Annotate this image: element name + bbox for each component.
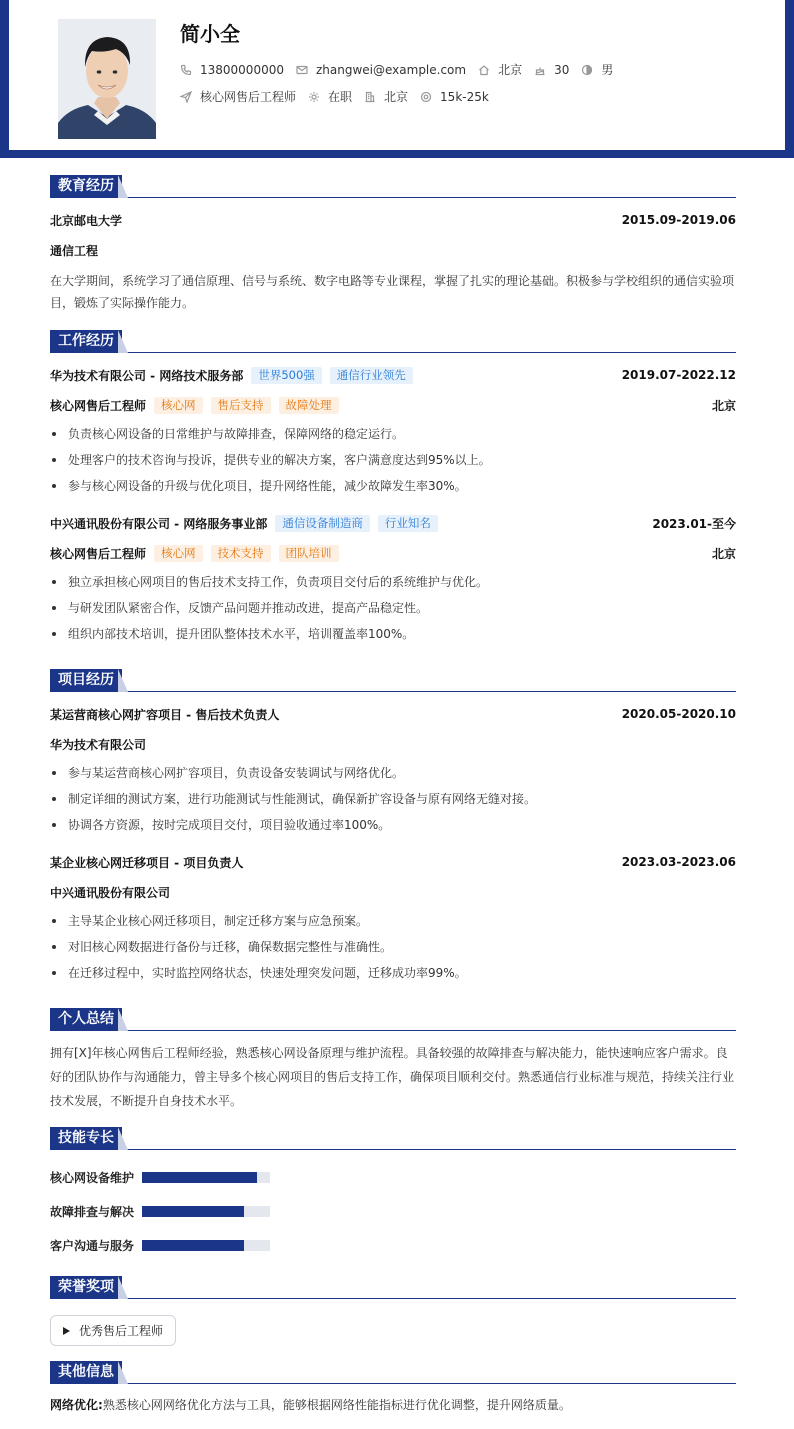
company-tag: 行业知名 (378, 515, 438, 532)
skill-item (50, 1228, 399, 1262)
frame-right-bar (785, 0, 794, 158)
section-title-accent (118, 175, 128, 198)
project-title-row (50, 850, 736, 874)
location-text: 北京 (498, 63, 523, 77)
section-title-awards (50, 1276, 736, 1299)
gender-text: 男 (601, 63, 614, 77)
education-major: 通信工程 (50, 243, 99, 258)
list-item: 处理客户的技术咨询与投诉，提供专业的解决方案，客户满意度达到95%以上。 (50, 447, 736, 473)
resume-header (9, 0, 785, 150)
project-bullets (50, 908, 736, 986)
status-item (308, 88, 352, 105)
frame-left-bar (0, 0, 9, 150)
gear-icon (308, 91, 320, 103)
skill-item (50, 1160, 399, 1194)
work-item (50, 363, 736, 499)
project-company-row (50, 732, 736, 756)
list-item: 负责核心网设备的日常维护与故障排查，保障网络的稳定运行。 (50, 421, 736, 447)
skill-name: 客户沟通与服务 (50, 1238, 135, 1253)
project-title: 某企业核心网迁移项目 - 项目负责人 (50, 855, 244, 870)
section-title-summary (50, 1008, 736, 1031)
role-tag: 技术支持 (211, 545, 271, 562)
company-tag: 通信设备制造商 (275, 515, 370, 532)
role-tag: 售后支持 (211, 397, 271, 414)
award-name: 优秀售后工程师 (79, 1324, 164, 1338)
skill-bar-fill (142, 1206, 244, 1217)
section-title-education (50, 175, 736, 198)
list-item: 主导某企业核心网迁移项目，制定迁移方案与应急预案。 (50, 908, 736, 934)
city-item (364, 88, 408, 105)
avatar-portrait-icon (58, 19, 156, 139)
section-title-work (50, 330, 736, 353)
education-school: 北京邮电大学 (50, 213, 123, 228)
project-period: 2020.05-2020.10 (621, 707, 736, 721)
phone-text: 13800000000 (200, 62, 284, 77)
status-text: 在职 (328, 90, 353, 104)
section-title-accent (118, 1127, 128, 1150)
section-title-project (50, 669, 736, 692)
city-text: 北京 (384, 90, 409, 104)
work-role: 核心网售后工程师 (50, 546, 147, 561)
list-item: 与研发团队紧密合作，反馈产品问题并推动改进，提高产品稳定性。 (50, 595, 736, 621)
salary-text: 15k-25k (440, 89, 489, 104)
section-label: 个人总结 (50, 1008, 122, 1031)
list-item: 组织内部技术培训，提升团队整体技术水平，培训覆盖率100%。 (50, 621, 736, 647)
award-badge (50, 1315, 176, 1346)
list-item: 对旧核心网数据进行备份与迁移，确保数据完整性与准确性。 (50, 934, 736, 960)
age-text: 30 (554, 62, 570, 77)
work-role: 核心网售后工程师 (50, 398, 147, 413)
resume-body (50, 175, 736, 1416)
project-item (50, 850, 736, 986)
project-company-row (50, 880, 736, 904)
awards-list (50, 1315, 736, 1346)
role-tag: 核心网 (154, 545, 203, 562)
list-item: 参与核心网设备的升级与优化项目，提升网络性能，减少故障发生率30%。 (50, 473, 736, 499)
age-item (534, 63, 569, 77)
role-tag: 团队培训 (279, 545, 339, 562)
company-tag: 世界500强 (251, 367, 321, 384)
section-label: 项目经历 (50, 669, 122, 692)
work-city: 北京 (711, 546, 736, 561)
section-label: 教育经历 (50, 175, 122, 198)
play-icon (63, 1327, 70, 1335)
skill-bar (142, 1240, 270, 1251)
work-period: 2023.01-至今 (652, 516, 736, 531)
role-tag: 核心网 (154, 397, 203, 414)
work-company-row (50, 511, 736, 535)
location-item (478, 61, 522, 78)
gender-item (581, 61, 613, 78)
skills-list (50, 1160, 736, 1262)
candidate-name: 简小全 (180, 22, 240, 46)
section-title-accent (118, 1276, 128, 1299)
section-title-accent (118, 1361, 128, 1384)
section-label: 技能专长 (50, 1127, 122, 1150)
project-title-row (50, 702, 736, 726)
other-info-body: 熟悉核心网网络优化方法与工具，能够根据网络性能指标进行优化调整，提升网络质量。 (102, 1398, 571, 1412)
skill-name: 核心网设备维护 (50, 1170, 135, 1185)
role-tag: 故障处理 (279, 397, 339, 414)
work-role-row (50, 541, 736, 565)
list-item: 协调各方资源，按时完成项目交付，项目验收通过率100%。 (50, 812, 736, 838)
work-bullets (50, 421, 736, 499)
send-icon (180, 91, 192, 103)
section-title-other (50, 1361, 736, 1384)
work-bullets (50, 569, 736, 647)
phone-icon (180, 64, 192, 76)
job-intent-row (180, 88, 501, 105)
education-header-row (50, 208, 736, 232)
other-info-text (50, 1394, 736, 1416)
gender-icon (581, 64, 593, 76)
mail-icon (296, 64, 308, 76)
skill-bar (142, 1206, 270, 1217)
email-item (296, 63, 466, 77)
building-icon (364, 91, 376, 103)
section-title-accent (118, 1008, 128, 1031)
education-period: 2015.09-2019.06 (621, 213, 736, 227)
work-company: 华为技术有限公司 - 网络技术服务部 (50, 368, 244, 383)
header-bottom-bar (0, 150, 794, 158)
section-label: 工作经历 (50, 330, 122, 353)
section-title-skills (50, 1127, 736, 1150)
home-icon (478, 64, 490, 76)
list-item: 独立承担核心网项目的售后技术支持工作，负责项目交付后的系统维护与优化。 (50, 569, 736, 595)
education-major-row (50, 238, 736, 262)
skill-name: 故障排查与解决 (50, 1204, 135, 1219)
phone-item (180, 63, 284, 77)
section-title-accent (118, 330, 128, 353)
list-item: 在迁移过程中，实时监控网络状态，快速处理突发问题，迁移成功率99%。 (50, 960, 736, 986)
work-company-row (50, 363, 736, 387)
list-item: 参与某运营商核心网扩容项目，负责设备安装调试与网络优化。 (50, 760, 736, 786)
skill-item (50, 1194, 399, 1228)
work-role-row (50, 393, 736, 417)
project-period: 2023.03-2023.06 (621, 855, 736, 869)
work-city: 北京 (711, 398, 736, 413)
skill-bar-fill (142, 1172, 257, 1183)
company-tag: 通信行业领先 (330, 367, 413, 384)
project-company: 华为技术有限公司 (50, 737, 147, 752)
section-title-accent (118, 669, 128, 692)
project-item (50, 702, 736, 838)
skill-bar (142, 1172, 270, 1183)
position-text: 核心网售后工程师 (200, 90, 297, 104)
project-company: 中兴通讯股份有限公司 (50, 885, 171, 900)
contact-row (180, 61, 625, 78)
position-item (180, 88, 296, 105)
section-label: 其他信息 (50, 1361, 122, 1384)
skill-bar-fill (142, 1240, 244, 1251)
summary-text: 拥有[X]年核心网售后工程师经验，熟悉核心网设备原理与维护流程。具备较强的故障排查与解决能力，能快速响应客户需求。良好的团队协作与沟通能力，曾主导多个核心网项目的售后支持工作，确保项目顺利交付。熟悉通信行业标准与规范，持续关注行业技术发展，不断提升自身技术水平。 (50, 1046, 735, 1108)
salary-item (420, 90, 489, 104)
work-company: 中兴通讯股份有限公司 - 网络服务事业部 (50, 516, 268, 531)
avatar (58, 19, 156, 139)
section-label: 荣誉奖项 (50, 1276, 122, 1299)
work-period: 2019.07-2022.12 (621, 368, 736, 382)
email-text: zhangwei@example.com (315, 62, 467, 77)
project-title: 某运营商核心网扩容项目 - 售后技术负责人 (50, 707, 280, 722)
list-item: 制定详细的测试方案，进行功能测试与性能测试，确保新扩容设备与原有网络无缝对接。 (50, 786, 736, 812)
work-item (50, 511, 736, 647)
cake-icon (534, 64, 546, 76)
project-bullets (50, 760, 736, 838)
other-info-label: 网络优化: (50, 1398, 103, 1412)
education-description: 在大学期间，系统学习了通信原理、信号与系统、数字电路等专业课程，掌握了扎实的理论基础。积极参与学校组织的通信实验项目，锻炼了实际操作能力。 (50, 274, 735, 310)
coin-icon (420, 91, 432, 103)
